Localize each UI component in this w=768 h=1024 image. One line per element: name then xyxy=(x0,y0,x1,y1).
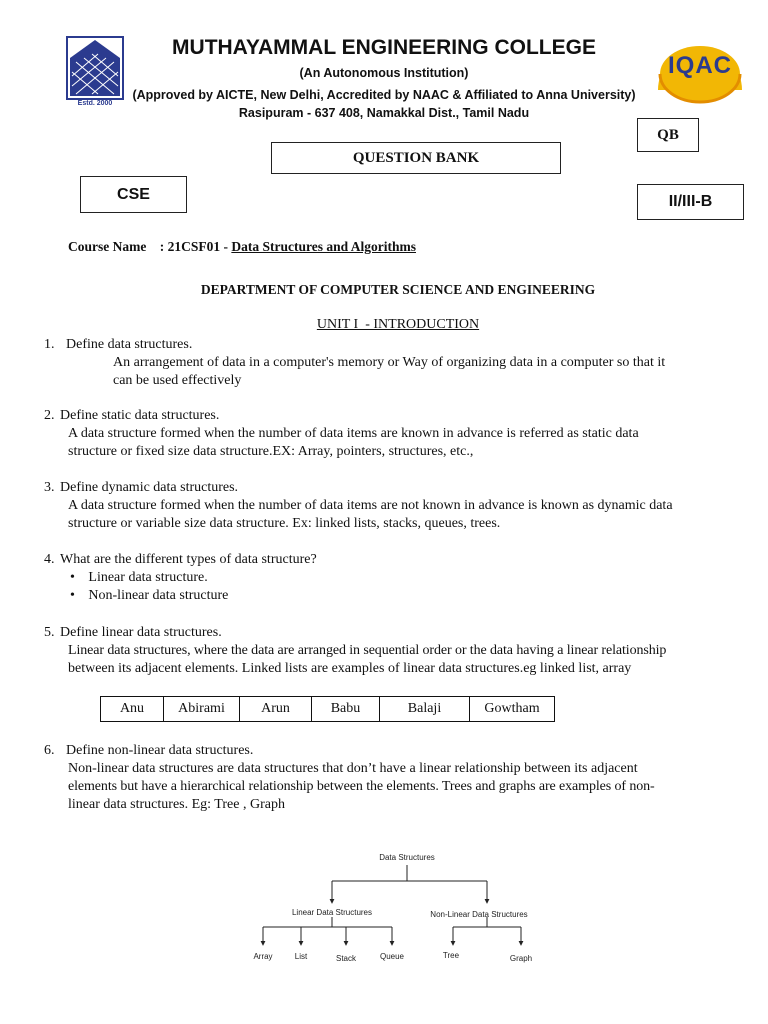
logo-estd-text: Estd. 2000 xyxy=(77,100,113,107)
unit-title: UNIT I - INTRODUCTION xyxy=(316,317,480,332)
iqac-logo xyxy=(654,30,746,108)
question-title: Define non-linear data structures. xyxy=(66,743,254,758)
bullet-dot: • xyxy=(70,570,75,585)
question-5 xyxy=(44,624,222,642)
question-2 xyxy=(44,407,219,425)
answer-3-line-2: structure or variable size data structure. Ex: linked lists, stacks, queues, trees. xyxy=(68,516,501,531)
diagram-nonlinear-label: Non-Linear Data Structures xyxy=(430,910,528,919)
table-cell: Balaji xyxy=(380,697,470,722)
diagram-leaf-label: Tree xyxy=(442,951,460,960)
question-title: What are the different types of data structure? xyxy=(60,552,317,567)
bullet-item xyxy=(70,587,228,605)
answer-5-line-2: between its adjacent elements. Linked lists are examples of linear data structures.eg linked list, array xyxy=(68,661,632,676)
question-number: 5. xyxy=(44,625,55,640)
course-line xyxy=(68,239,416,255)
year-semester: II/III-B xyxy=(668,193,713,210)
qb-label: QB xyxy=(657,126,679,143)
diagram-root-label: Data Structures xyxy=(379,853,435,862)
question-number: 6. xyxy=(44,743,55,758)
college-subtitle: (An Autonomous Institution) xyxy=(299,66,469,80)
table-cell: Anu xyxy=(101,697,164,722)
question-number: 2. xyxy=(44,408,55,423)
question-3 xyxy=(44,479,238,497)
question-4 xyxy=(44,551,317,569)
year-semester-box xyxy=(637,184,744,220)
diagram-leaf-label: Stack xyxy=(335,954,357,963)
course-code: : 21CSF01 - xyxy=(159,239,232,254)
department-code: CSE xyxy=(117,185,150,203)
answer-6-line-2: elements but have a hierarchical relationship between the elements. Trees and graphs are examples of non- xyxy=(68,779,655,794)
answer-2-line-1: A data structure formed when the number of data items are known in advance is referred as static data xyxy=(68,426,639,441)
bullet-text: Non-linear data structure xyxy=(88,588,229,603)
answer-1-line-1: An arrangement of data in a computer's memory or Way of organizing data in a computer so that it xyxy=(113,355,666,370)
diagram-leaf-label: Queue xyxy=(379,952,405,961)
department-title: DEPARTMENT OF COMPUTER SCIENCE AND ENGINEERING xyxy=(200,282,596,297)
names-table xyxy=(100,696,555,722)
diagram-linear-label: Linear Data Structures xyxy=(291,908,373,917)
question-number: 1. xyxy=(44,337,55,352)
answer-6-line-3: linear data structures. Eg: Tree , Graph xyxy=(68,797,285,812)
diagram-leaf-label: List xyxy=(294,952,308,961)
college-approval: (Approved by AICTE, New Delhi, Accredited by NAAC & Affiliated to Anna University) xyxy=(132,88,636,102)
answer-6-line-1: Non-linear data structures are data structures that don’t have a linear relationship between its adjacent xyxy=(68,761,638,776)
answer-5-line-1: Linear data structures, where the data are arranged in sequential order or the data having a linear relationship xyxy=(68,643,667,658)
bullet-text: Linear data structure. xyxy=(88,570,208,585)
question-1 xyxy=(44,336,192,354)
question-title: Define data structures. xyxy=(66,337,193,352)
department-code-box xyxy=(80,176,187,213)
data-structures-diagram xyxy=(240,845,540,975)
diagram-leaf-label: Array xyxy=(253,952,273,961)
table-cell: Arun xyxy=(240,697,312,722)
question-6 xyxy=(44,742,253,760)
qb-box xyxy=(637,118,699,152)
question-title: Define dynamic data structures. xyxy=(60,480,239,495)
diagram-leaf-label: Graph xyxy=(509,954,533,963)
college-address: Rasipuram - 637 408, Namakkal Dist., Tamil Nadu xyxy=(238,106,530,120)
question-bank-box xyxy=(271,142,561,174)
course-name: Data Structures and Algorithms xyxy=(231,239,416,254)
question-title: Define linear data structures. xyxy=(60,625,222,640)
question-title: Define static data structures. xyxy=(60,408,220,423)
college-name: MUTHAYAMMAL ENGINEERING COLLEGE xyxy=(172,36,596,59)
bullet-item xyxy=(70,569,208,587)
answer-3-line-1: A data structure formed when the number of data items are not known in advance is known as dynamic data xyxy=(68,498,673,513)
table-cell: Babu xyxy=(312,697,380,722)
course-label: Course Name xyxy=(68,239,147,254)
iqac-text: IQAC xyxy=(668,52,732,79)
question-number: 4. xyxy=(44,552,55,567)
answer-2-line-2: structure or fixed size data structure.EX: Array, pointers, structures, etc., xyxy=(68,444,474,459)
question-number: 3. xyxy=(44,480,55,495)
table-cell: Gowtham xyxy=(470,697,555,722)
answer-1-line-2: can be used effectively xyxy=(113,373,242,388)
bullet-dot: • xyxy=(70,588,75,603)
table-cell: Abirami xyxy=(164,697,240,722)
question-bank-title: QUESTION BANK xyxy=(352,149,480,166)
